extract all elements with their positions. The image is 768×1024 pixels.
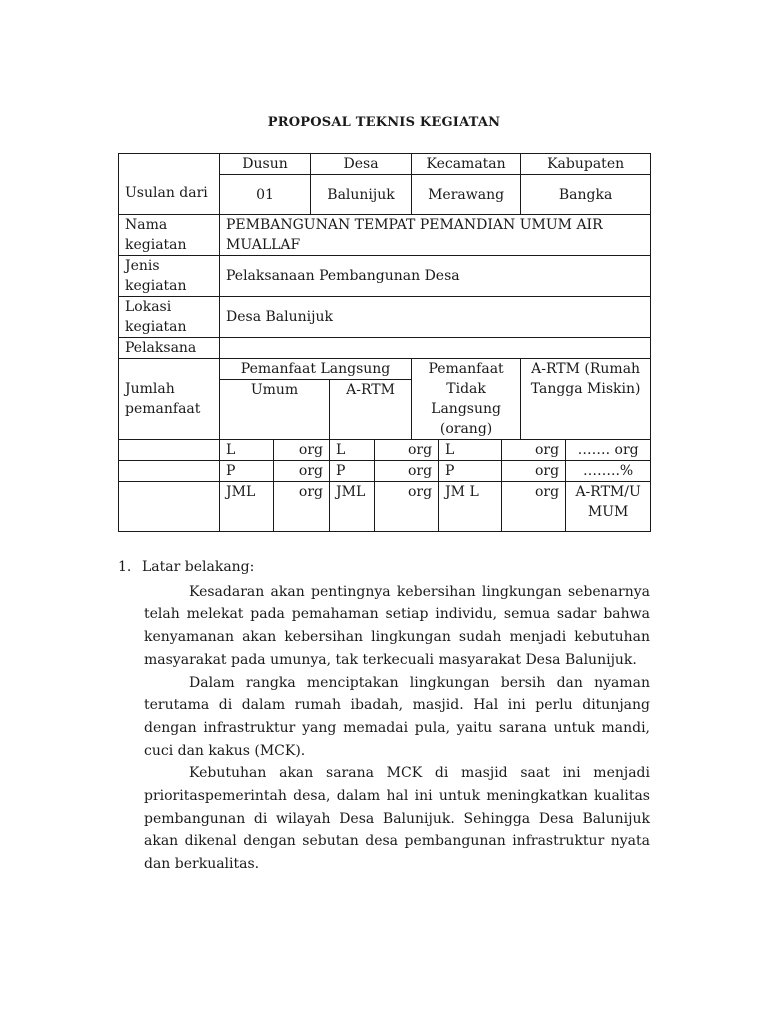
umum-p-unit: org xyxy=(274,461,330,482)
latar-belakang-section xyxy=(118,556,650,876)
tidak-langsung-p-unit: org xyxy=(502,461,566,482)
nama-kegiatan-value: PEMBANGUNAN TEMPAT PEMANDIAN UMUM AIR MUALLAF xyxy=(220,215,651,256)
tidak-langsung-jml-unit: org xyxy=(502,482,566,532)
col-desa: Desa xyxy=(311,154,412,175)
artm-p-unit: org xyxy=(375,461,439,482)
umum-l-unit: org xyxy=(274,440,330,461)
lokasi-kegiatan-value: Desa Balunijuk xyxy=(220,297,651,338)
tidak-langsung-l-label: L xyxy=(439,440,502,461)
tidak-langsung-l-unit: org xyxy=(502,440,566,461)
artm-org-dots: ……. org xyxy=(566,440,651,461)
artm-l-label: L xyxy=(330,440,375,461)
col-kecamatan: Kecamatan xyxy=(412,154,521,175)
proposal-info-table xyxy=(118,153,651,532)
jumlah-pemanfaat-label: Jumlah pemanfaat xyxy=(119,359,220,440)
paragraph-1: Kesadaran akan pentingnya kebersihan lingkungan sebenarnya telah melekat pada pemahaman setiap individu, semua sadar bahwa kenyamanan akan kebersihan lingkungan sudah menjadi kebutuhan masyarakat pada umunya, tak terkecuali masyarakat Desa Balunijuk. xyxy=(144,583,650,668)
jenis-kegiatan-label: Jenis kegiatan xyxy=(119,256,220,297)
lokasi-kegiatan-label: Lokasi kegiatan xyxy=(119,297,220,338)
nama-kegiatan-row xyxy=(119,215,651,256)
section-number: 1. xyxy=(118,559,132,575)
row-l xyxy=(119,440,651,461)
paragraph-3: Kebutuhan akan sarana MCK di masjid saat ini menjadi prioritaspemerintah desa, dalam hal ini untuk meningkatkan kualitas pembangunan di wilayah Desa Balunijuk. Sehingga Desa Balunijuk akan dikenal dengan sebutan desa pembangunan infrastruktur nyata dan berkualitas. xyxy=(144,765,650,873)
artm-header: A-RTM (Rumah Tangga Miskin) xyxy=(521,359,651,440)
artm-jml-unit: org xyxy=(375,482,439,532)
pelaksana-row xyxy=(119,338,651,359)
pemanfaat-header-row xyxy=(119,359,651,380)
artm-l-unit: org xyxy=(375,440,439,461)
umum-jml-unit: org xyxy=(274,482,330,532)
umum-jml-label: JML xyxy=(220,482,274,532)
usulan-label: Usulan dari xyxy=(119,154,220,215)
value-dusun: 01 xyxy=(220,175,311,215)
tidak-langsung-p-label: P xyxy=(439,461,502,482)
artm-umum-ratio: A-RTM/UMUM xyxy=(566,482,651,532)
pemanfaat-tidak-langsung-header: Pemanfaat Tidak Langsung (orang) xyxy=(412,359,521,440)
umum-header: Umum xyxy=(220,380,330,440)
artm-p-label: P xyxy=(330,461,375,482)
usulan-header-row xyxy=(119,154,651,175)
pemanfaat-langsung-header: Pemanfaat Langsung xyxy=(220,359,412,380)
artm-percent-dots: ……..% xyxy=(566,461,651,482)
col-kabupaten: Kabupaten xyxy=(521,154,651,175)
row-jml xyxy=(119,482,651,532)
pelaksana-value xyxy=(220,338,651,359)
umum-l-label: L xyxy=(220,440,274,461)
tidak-langsung-jml-label: JM L xyxy=(439,482,502,532)
value-kecamatan: Merawang xyxy=(412,175,521,215)
nama-kegiatan-label: Nama kegiatan xyxy=(119,215,220,256)
paragraph-2: Dalam rangka menciptakan lingkungan bersih dan nyaman terutama di dalam rumah ibadah, masjid. Hal ini perlu ditunjang dengan infrastruktur yang memadai pula, yaitu sarana untuk mandi, cuci dan kakus (MCK). xyxy=(144,674,650,759)
value-kabupaten: Bangka xyxy=(521,175,651,215)
section-heading-text: Latar belakang: xyxy=(142,559,255,575)
value-desa: Balunijuk xyxy=(311,175,412,215)
pelaksana-label: Pelaksana xyxy=(119,338,220,359)
artm-jml-label: JML xyxy=(330,482,375,532)
jenis-kegiatan-value: Pelaksanaan Pembangunan Desa xyxy=(220,256,651,297)
document-title: PROPOSAL TEKNIS KEGIATAN xyxy=(267,115,501,130)
lokasi-kegiatan-row xyxy=(119,297,651,338)
umum-p-label: P xyxy=(220,461,274,482)
row-p xyxy=(119,461,651,482)
col-dusun: Dusun xyxy=(220,154,311,175)
jenis-kegiatan-row xyxy=(119,256,651,297)
a-rtm-header: A-RTM xyxy=(330,380,412,440)
section-heading xyxy=(118,556,650,579)
